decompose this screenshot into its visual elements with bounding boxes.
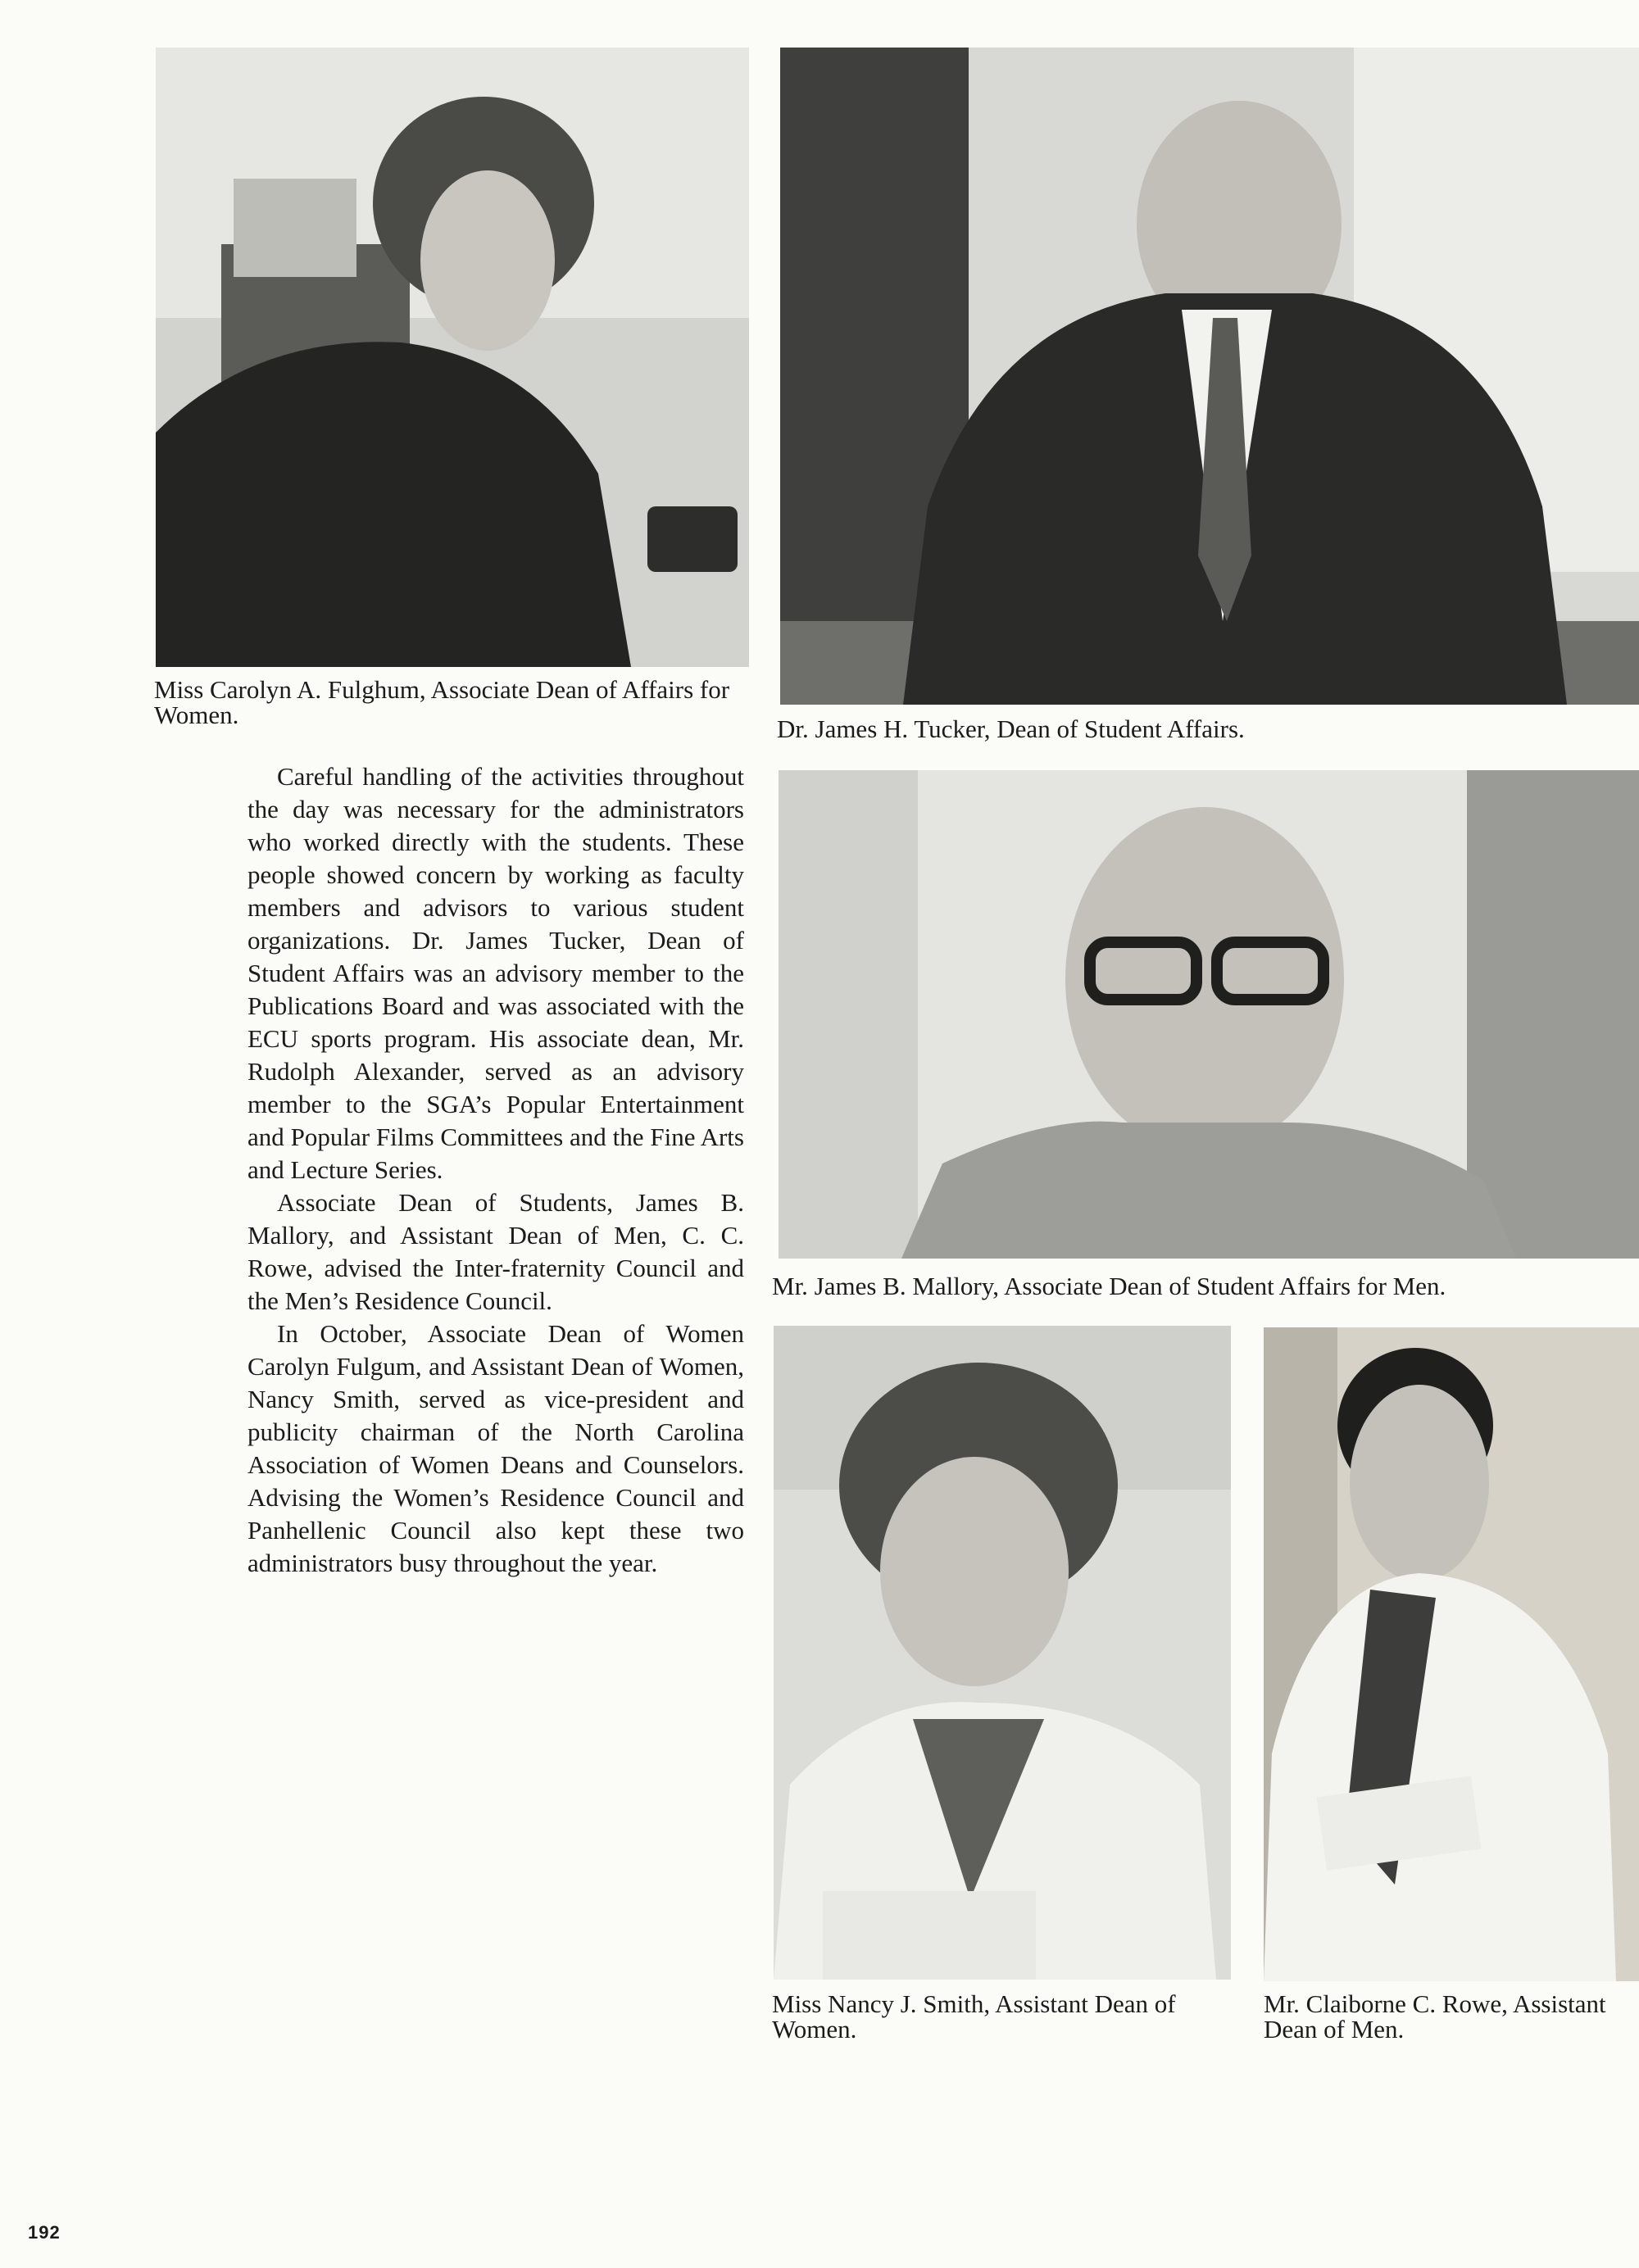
photo-mallory — [779, 770, 1639, 1259]
article-paragraph-1: Careful handling of the activities throughout the day was necessary for the administrators who worked directly with the students. These people showed concern by working as faculty members and advisors to various student organizations. Dr. James Tucker, Dean of Student Affairs was an advisory member to the Publications Board and was associated with the ECU sports program. His associate dean, Mr. Rudolph Alexander, served as an advisory member to the SGA’s Popular Entertainment and Popular Films Committees and the Fine Arts and Lecture Series. — [247, 762, 744, 1184]
caption-mallory: Mr. James B. Mallory, Associate Dean of Student Affairs for Men. — [772, 1272, 1446, 1300]
caption-smith: Miss Nancy J. Smith, Assistant Dean of Women. — [772, 1989, 1176, 2043]
caption-fulghum: Miss Carolyn A. Fulghum, Associate Dean of Affairs for Women. — [154, 675, 730, 729]
page-number: 192 — [28, 2222, 61, 2243]
caption-tucker: Dr. James H. Tucker, Dean of Student Affairs. — [777, 714, 1245, 743]
photo-tucker — [780, 48, 1639, 705]
article-paragraph-2: Associate Dean of Students, James B. Mallory, and Assistant Dean of Men, C. C. Rowe, advised the Inter-fraternity Council and the Men’s Residence Council. — [247, 1188, 744, 1315]
article-paragraph-3: In October, Associate Dean of Women Carolyn Fulgum, and Assistant Dean of Women, Nancy Smith, served as vice-president and publicity chairman of the North Carolina Association of Women Deans and Counselors. Advising the Women’s Residence Council and Panhellenic Council also kept these two administrators busy throughout the year. — [247, 1319, 744, 1577]
article-body — [247, 760, 744, 1580]
photo-smith — [774, 1326, 1231, 1980]
caption-rowe: Mr. Claiborne C. Rowe, Assistant Dean of Men. — [1264, 1989, 1606, 2043]
photo-fulghum — [156, 48, 749, 667]
photo-rowe — [1264, 1327, 1639, 1981]
